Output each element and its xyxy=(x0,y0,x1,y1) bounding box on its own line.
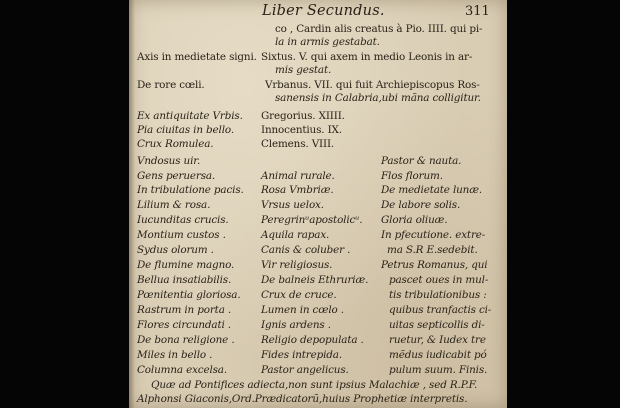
motto: Ex antiquitate Vrbis. xyxy=(137,110,243,122)
text-line: uitas septicollis di- xyxy=(389,319,485,331)
motto: Vndosus uir. xyxy=(137,155,201,167)
motto: Axis in medietate signi. xyxy=(137,51,257,63)
motto: In tribulatione pacis. xyxy=(137,184,244,196)
motto: Gloria oliuæ. xyxy=(381,214,448,226)
motto: De balneis Ethruriæ. xyxy=(261,274,369,286)
motto: In pfecutione. extre- xyxy=(381,229,486,241)
motto: Lumen in cœlo . xyxy=(261,304,344,316)
motto: Vir religiosus. xyxy=(261,259,333,271)
motto: Sydus olorum . xyxy=(137,244,214,256)
motto: Animal rurale. xyxy=(261,170,335,182)
motto: Vrsus uelox. xyxy=(261,199,324,211)
motto: Flos florum. xyxy=(381,170,443,182)
text-line: tis tribulationibus : xyxy=(389,289,487,301)
text-line: quibus tranfactis ci- xyxy=(389,304,492,316)
motto: Canis & coluber . xyxy=(261,244,351,256)
motto: Crux Romulea. xyxy=(137,138,214,150)
motto: Aquila rapax. xyxy=(261,229,330,241)
motto: Religio depopulata . xyxy=(261,334,364,346)
motto: De medietate lunæ. xyxy=(381,184,482,196)
motto: Bellua insatiabilis. xyxy=(137,274,232,286)
motto: Rastrum in porta . xyxy=(137,304,232,316)
text-line: pulum suum. Finis. xyxy=(389,364,488,376)
motto: Pastor angelicus. xyxy=(261,364,349,376)
book-page xyxy=(129,0,507,408)
pope-entry: Gregorius. XIIII. xyxy=(261,110,345,122)
text-line: ma S.R E.sedebit. xyxy=(387,244,478,256)
text-line: mis gestat. xyxy=(275,64,332,76)
motto: De labore solis. xyxy=(381,199,461,211)
text-line: mẽdus iudicabit pó xyxy=(389,349,487,361)
text-line: ruetur, & Iudex tre xyxy=(389,334,486,346)
motto: Rosa Vmbriæ. xyxy=(261,184,334,196)
text-line: sanensis in Calabria,ubi mãna colligitur. xyxy=(275,92,481,104)
text-line: co , Cardin alis creatus à Pio. IIII. qui pi- xyxy=(275,23,483,35)
motto: Pia ciuitas in bello. xyxy=(137,124,234,136)
motto: Ignis ardens . xyxy=(261,319,331,331)
text-line: Petrus Romanus, qui xyxy=(381,259,488,271)
text-line: pascet oues in mul- xyxy=(389,274,489,286)
motto: De rore cœli. xyxy=(137,79,205,91)
pope-entry: Clemens. VIII. xyxy=(261,138,335,150)
running-header: Liber Secundus. xyxy=(262,3,385,19)
motto: Crux de cruce. xyxy=(261,289,337,301)
motto: Columna excelsa. xyxy=(137,364,227,376)
page-number: 311 xyxy=(465,4,490,19)
closing-note: Alphonsi Giaconis,Ord.Prædicatorũ,huius Prophetiæ interpretis. xyxy=(137,393,468,405)
pope-entry: Innocentius. IX. xyxy=(261,124,342,136)
motto: Iucunditas crucis. xyxy=(137,214,229,226)
motto: Fides intrepida. xyxy=(261,349,342,361)
motto: De bona religione . xyxy=(137,334,235,346)
motto: Peregrinᵘapostolicᵘ. xyxy=(261,214,363,226)
motto: Lilium & rosa. xyxy=(137,199,211,211)
motto: Pastor & nauta. xyxy=(381,155,462,167)
motto: Pœnitentia gloriosa. xyxy=(137,289,241,301)
motto: Montium custos . xyxy=(137,229,226,241)
motto: De flumine magno. xyxy=(137,259,235,271)
motto: Flores circundati . xyxy=(137,319,231,331)
pope-entry: Sixtus. V. qui axem in medio Leonis in ar- xyxy=(261,51,473,63)
text-line: la in armis gestabat. xyxy=(275,36,380,48)
closing-note: Quæ ad Pontifices adiecta,non sunt ipsius Malachiæ , sed R.P.F. xyxy=(151,379,478,391)
pope-entry: Vrbanus. VII. qui fuit Archiepiscopus Ros- xyxy=(265,79,480,91)
motto: Miles in bello . xyxy=(137,349,213,361)
motto: Gens peruersa. xyxy=(137,170,216,182)
